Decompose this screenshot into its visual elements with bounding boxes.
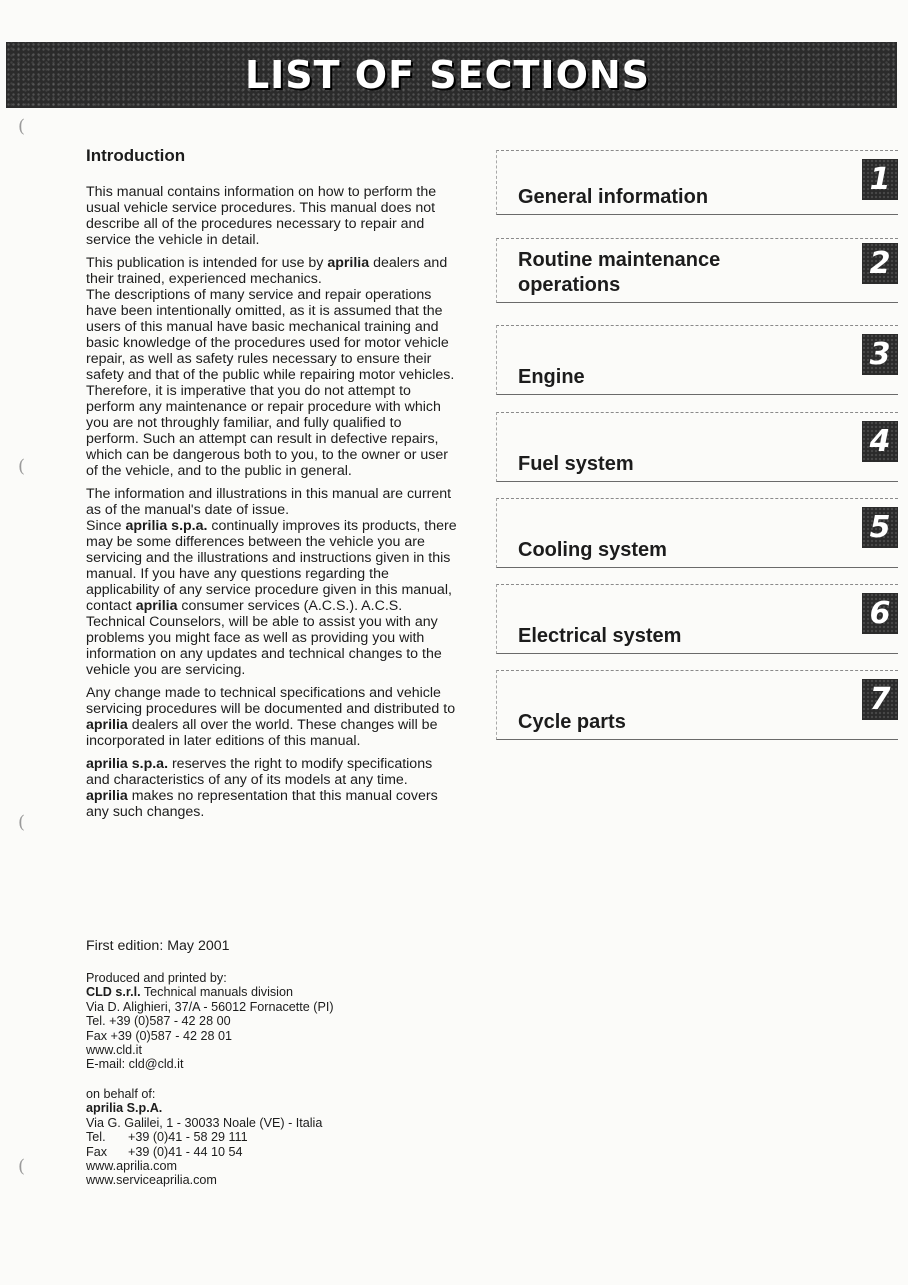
intro-paragraph-4: Any change made to technical specifications and vehicle servicing procedures will be documented and distributed to aprilia dealers all over the world. These changes will be incorporated in later editions of this manual. <box>86 685 456 749</box>
section-7-title: Cycle parts <box>518 711 626 733</box>
producer-label: Produced and printed by: <box>86 971 227 985</box>
behalf-address: Via G. Galilei, 1 - 30033 Noale (VE) - Italia <box>86 1115 323 1130</box>
intro-paragraph-5b: aprilia makes no representation that this manual covers any such changes. <box>86 788 438 820</box>
intro-paragraph-5a: aprilia s.p.a. reserves the right to modify specifications and characteristics of any of its models at any time. <box>86 756 433 788</box>
section-3-title: Engine <box>518 366 585 388</box>
section-2-number-badge: 2 <box>862 243 898 284</box>
intro-heading: Introduction <box>86 146 186 165</box>
punch-mark-3: ( <box>18 812 26 833</box>
section-4-title: Fuel system <box>518 453 634 475</box>
punch-mark-4: ( <box>18 1156 26 1177</box>
intro-paragraph-2b: The descriptions of many service and repair operations have been intentionally omitted, as it is assumed that the users of this manual have basic mechanical training and basic knowledge of the procedures used for motor vehicle repair, as well as safety rules necessary to ensure their safety and that of the public while repairing motor vehicles. <box>86 287 455 383</box>
section-4-number-badge: 4 <box>862 421 898 462</box>
behalf-name: aprilia S.p.A. <box>86 1101 163 1116</box>
section-2[interactable] <box>496 238 898 303</box>
edition-line: First edition: May 2001 <box>86 938 230 954</box>
behalf-fax: Fax +39 (0)41 - 44 10 54 <box>86 1144 243 1159</box>
punch-mark-1: ( <box>18 116 26 137</box>
producer-credits <box>86 971 334 1072</box>
section-4[interactable] <box>496 412 898 482</box>
section-2-title: Routine maintenance operations <box>518 249 721 296</box>
producer-web: www.cld.it <box>86 1043 142 1058</box>
section-3[interactable] <box>496 325 898 395</box>
section-6-title: Electrical system <box>518 625 682 647</box>
section-5-number-badge: 5 <box>862 507 898 548</box>
intro-paragraph-3a: The information and illustrations in this manual are current as of the manual's date of issue. <box>86 486 452 518</box>
section-1-number-badge: 1 <box>862 159 898 200</box>
producer-email: E-mail: cld@cld.it <box>86 1057 184 1072</box>
section-1-title: General information <box>518 186 709 208</box>
producer-address: Via D. Alighieri, 37/A - 56012 Fornacette (PI) <box>86 999 334 1014</box>
intro-paragraph-3b: Since aprilia s.p.a. continually improves its products, there may be some differences between the vehicle you are servicing and the illustrations and instructions given in this manual. If you have any questions regarding the applicability of any service procedure given in this manual, contact aprilia consumer services (A.C.S.). A.C.S. Technical Counselors, will be able to assist you with any problems you might face as well as providing you with information on any updates and technical changes to the vehicle you are servicing. <box>86 518 457 678</box>
section-5-title: Cooling system <box>518 539 667 561</box>
section-7[interactable] <box>496 670 898 740</box>
section-6-number-badge: 6 <box>862 593 898 634</box>
producer-fax: Fax +39 (0)587 - 42 28 01 <box>86 1028 232 1043</box>
behalf-label: on behalf of: <box>86 1087 156 1101</box>
behalf-tel: Tel. +39 (0)41 - 58 29 111 <box>86 1130 248 1145</box>
intro-paragraph-1: This manual contains information on how to perform the usual vehicle service procedures. This manual does not describe all of the procedures necessary to repair and service the vehicle in detail. <box>86 184 437 248</box>
punch-mark-2: ( <box>18 456 26 477</box>
intro-paragraph-2a: This publication is intended for use by aprilia dealers and their trained, experienced mechanics. <box>86 255 448 287</box>
section-6[interactable] <box>496 584 898 654</box>
producer-tel: Tel. +39 (0)587 - 42 28 00 <box>86 1014 231 1029</box>
section-7-number-badge: 7 <box>862 679 898 720</box>
section-5[interactable] <box>496 498 898 568</box>
behalf-web-2: www.serviceaprilia.com <box>86 1173 217 1188</box>
title-banner <box>6 42 897 108</box>
page-title: LIST OF SECTIONS <box>244 53 651 97</box>
section-1[interactable] <box>496 150 898 215</box>
section-3-number-badge: 3 <box>862 334 898 375</box>
intro-paragraph-2c: Therefore, it is imperative that you do not attempt to perform any maintenance or repair procedure with which you are not throughly familiar, and fully qualified to perform. Such an attempt can result in defective repairs, which can be dangerous both to you, to the owner or user of the vehicle, and to the public in general. <box>86 383 449 479</box>
producer-name-line: CLD s.r.l. Technical manuals division <box>86 985 293 1000</box>
behalf-credits <box>86 1087 322 1188</box>
introduction-column <box>86 148 458 827</box>
behalf-web-1: www.aprilia.com <box>86 1159 177 1174</box>
